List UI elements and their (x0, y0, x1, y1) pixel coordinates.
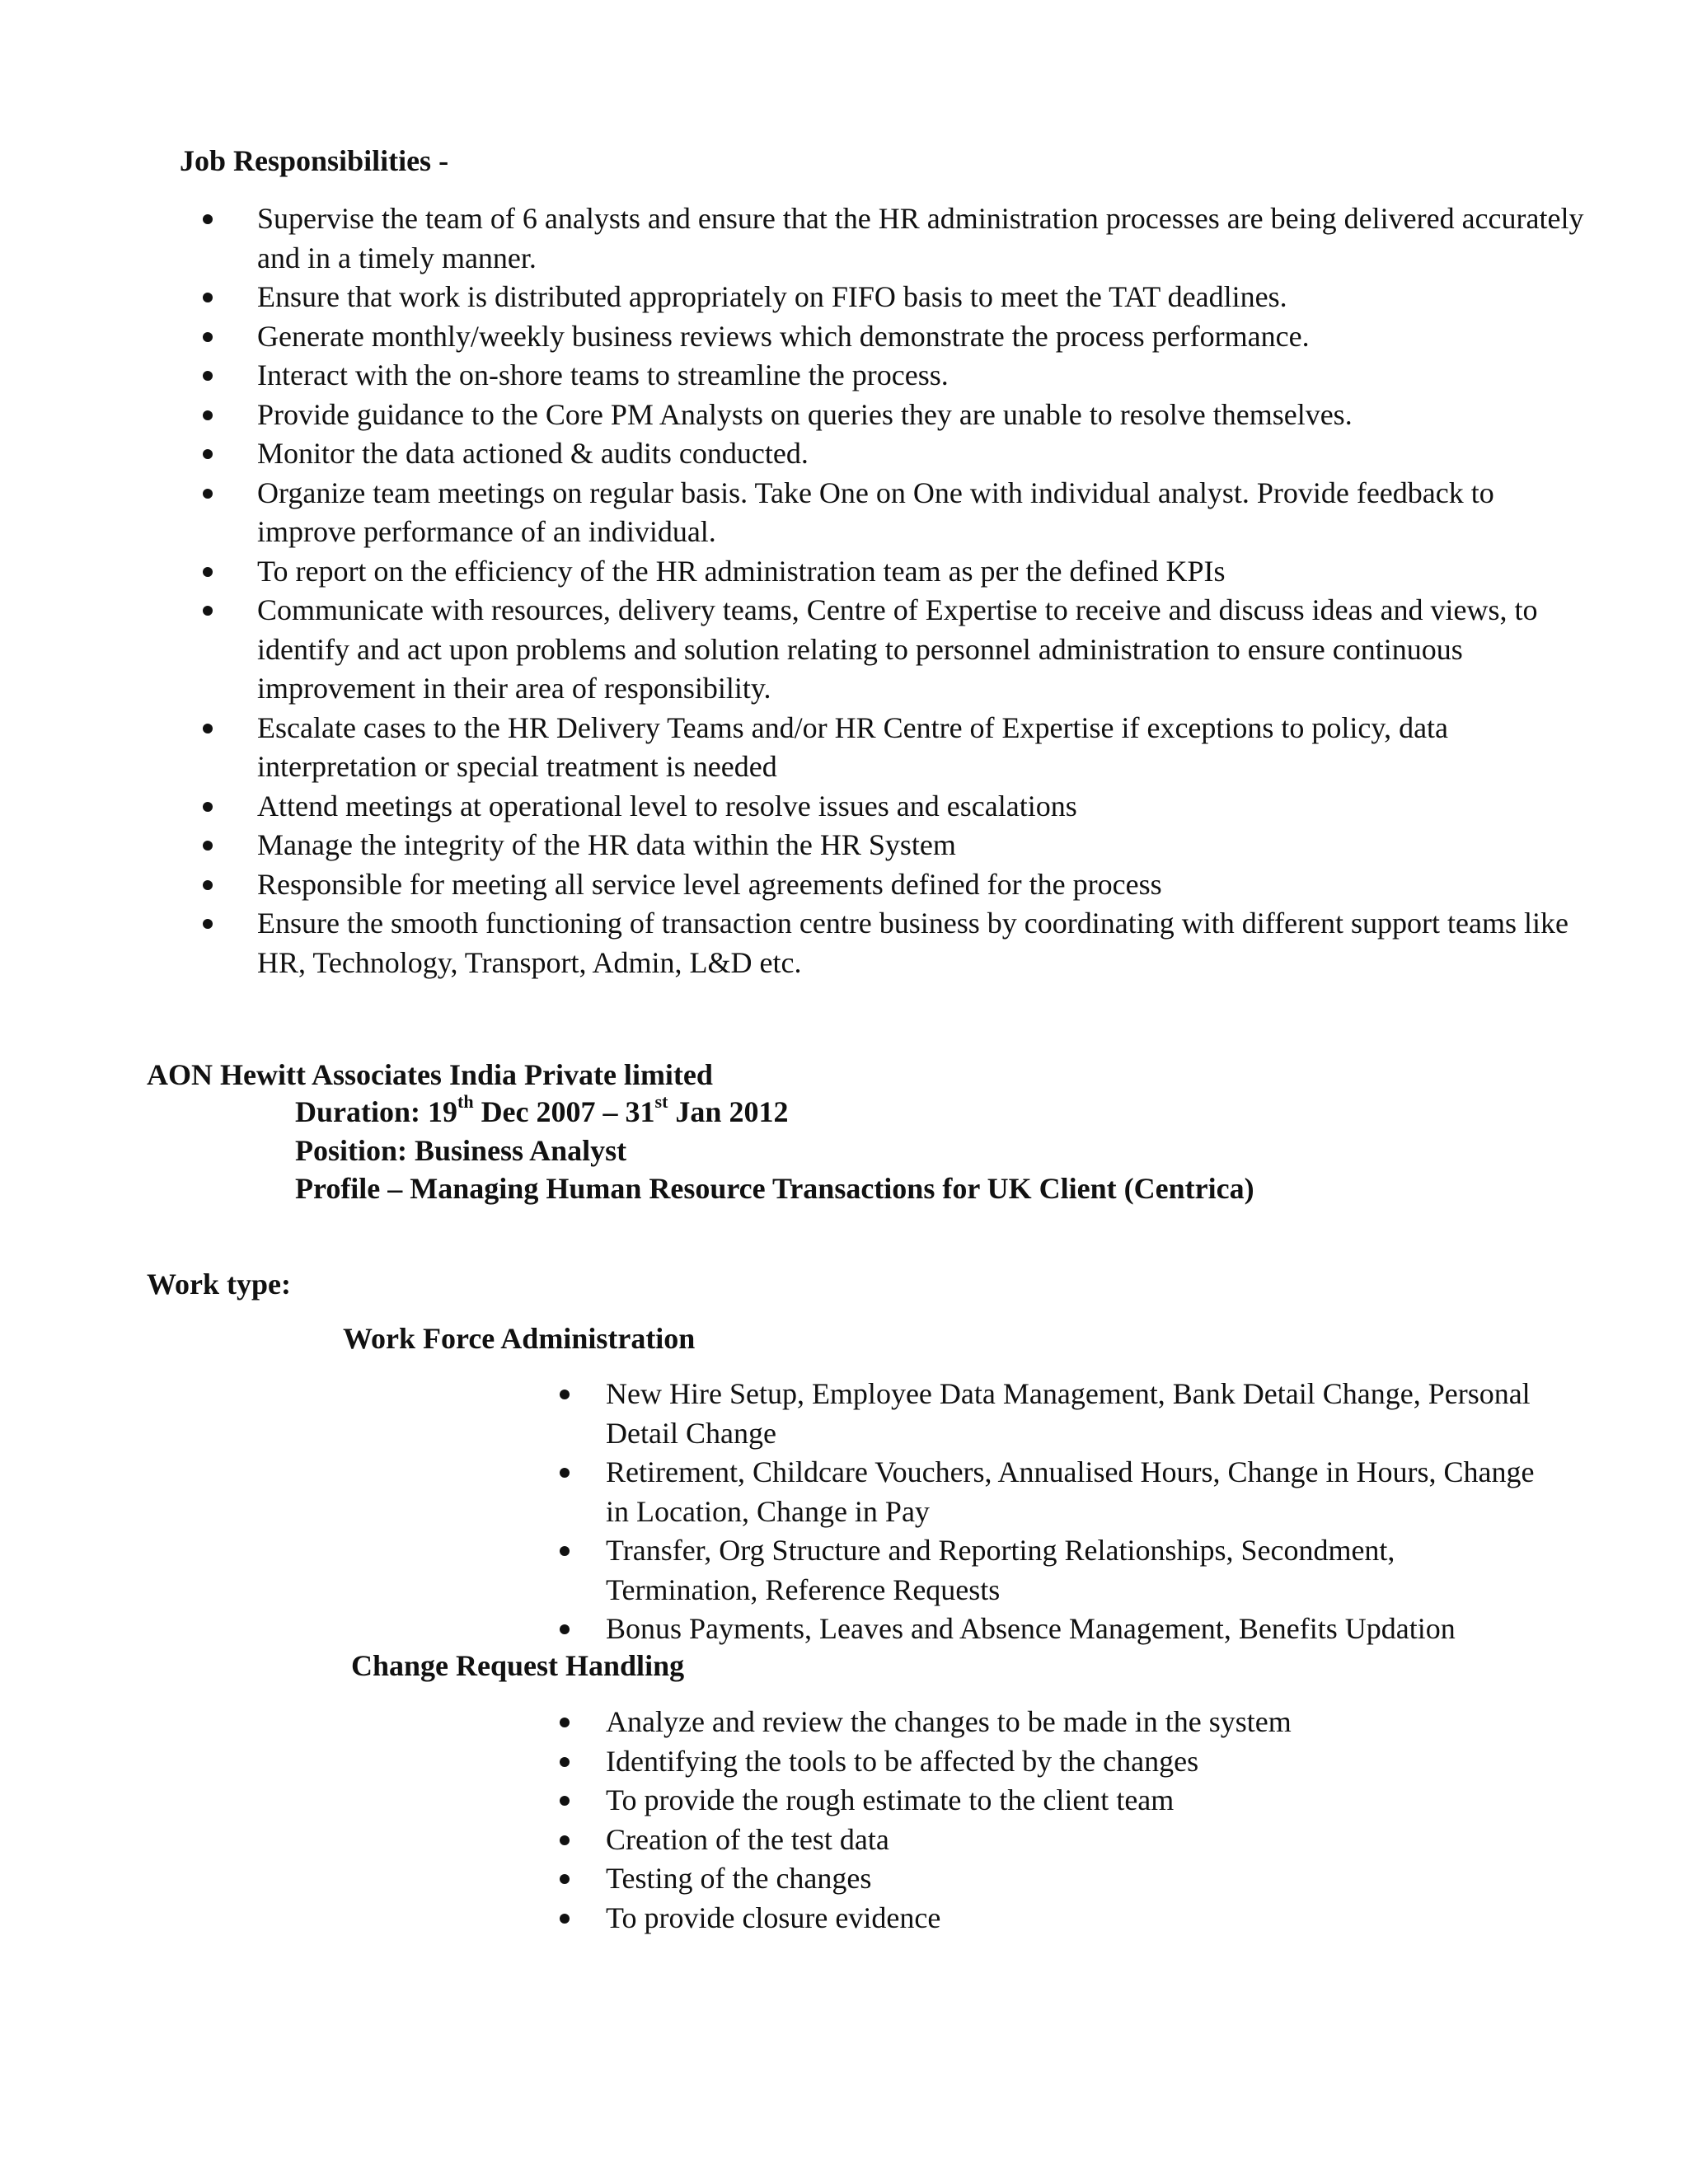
bullet-icon (560, 1914, 570, 1924)
bullet-icon (203, 332, 213, 342)
list-item: Organize team meetings on regular basis. Take One on One with individual analyst. Provide feedback to improve performance of an individual. (257, 474, 1584, 552)
list-item: Manage the integrity of the HR data within the HR System (257, 826, 1584, 865)
list-item: Communicate with resources, delivery teams, Centre of Expertise to receive and discuss ideas and views, to identify and act upon problems and solution relating to personnel administration to ensure continuous improvement in their area of responsibility. (257, 591, 1584, 709)
bullet-icon (203, 410, 213, 420)
bullet-icon (203, 919, 213, 929)
list-item: Responsible for meeting all service level agreements defined for the process (257, 865, 1584, 905)
employer-name: AON Hewitt Associates India Private limited (147, 1058, 713, 1091)
bullet-icon (560, 1796, 570, 1806)
employment-position: Position: Business Analyst (295, 1134, 627, 1167)
workforce-admin-list (606, 1375, 1545, 1649)
bullet-icon (203, 841, 213, 851)
bullet-icon (203, 567, 213, 577)
list-item: New Hire Setup, Employee Data Management, Bank Detail Change, Personal Detail Change (606, 1375, 1545, 1453)
bullet-icon (203, 371, 213, 381)
work-type-heading: Work type: (147, 1268, 291, 1301)
bullet-icon (203, 880, 213, 890)
bullet-icon (203, 802, 213, 812)
list-item: Ensure the smooth functioning of transaction centre business by coordinating with different support teams like HR, Technology, Transport, Admin, L&D etc. (257, 904, 1584, 982)
list-item: Transfer, Org Structure and Reporting Relationships, Secondment, Termination, Reference Requests (606, 1531, 1545, 1610)
list-item: Testing of the changes (606, 1859, 1545, 1899)
bullet-icon (203, 606, 213, 616)
job-responsibilities-heading: Job Responsibilities - (180, 144, 449, 177)
list-item: To provide closure evidence (606, 1899, 1545, 1938)
workforce-admin-heading: Work Force Administration (343, 1322, 696, 1355)
list-item: Supervise the team of 6 analysts and ensure that the HR administration processes are being delivered accurately and in a timely manner. (257, 199, 1584, 278)
list-item: Retirement, Childcare Vouchers, Annualised Hours, Change in Hours, Change in Location, Change in Pay (606, 1453, 1545, 1531)
employment-duration: Duration: 19th Dec 2007 – 31st Jan 2012 (295, 1091, 789, 1128)
bullet-icon (560, 1546, 570, 1556)
list-item: Identifying the tools to be affected by the changes (606, 1742, 1545, 1782)
bullet-icon (560, 1390, 570, 1399)
bullet-icon (560, 1757, 570, 1767)
bullet-icon (560, 1624, 570, 1634)
list-item: Bonus Payments, Leaves and Absence Management, Benefits Updation (606, 1610, 1545, 1649)
employment-profile: Profile – Managing Human Resource Transactions for UK Client (Centrica) (295, 1172, 1254, 1205)
bullet-icon (203, 449, 213, 459)
bullet-icon (560, 1835, 570, 1845)
job-responsibilities-list (257, 199, 1584, 982)
list-item: Attend meetings at operational level to resolve issues and escalations (257, 787, 1584, 827)
bullet-icon (560, 1468, 570, 1478)
change-request-heading: Change Request Handling (351, 1649, 685, 1682)
list-item: Analyze and review the changes to be made in the system (606, 1703, 1545, 1742)
list-item: Provide guidance to the Core PM Analysts on queries they are unable to resolve themselves. (257, 396, 1584, 435)
list-item: Escalate cases to the HR Delivery Teams and/or HR Centre of Expertise if exceptions to policy, data interpretation or special treatment is needed (257, 709, 1584, 787)
change-request-list (606, 1703, 1545, 1938)
bullet-icon (203, 293, 213, 302)
list-item: To provide the rough estimate to the client team (606, 1781, 1545, 1821)
list-item: Ensure that work is distributed appropriately on FIFO basis to meet the TAT deadlines. (257, 278, 1584, 317)
list-item: Monitor the data actioned & audits conducted. (257, 434, 1584, 474)
bullet-icon (203, 724, 213, 733)
bullet-icon (203, 489, 213, 499)
bullet-icon (203, 214, 213, 224)
list-item: Generate monthly/weekly business reviews which demonstrate the process performance. (257, 317, 1584, 357)
bullet-icon (560, 1874, 570, 1884)
list-item: Creation of the test data (606, 1821, 1545, 1860)
bullet-icon (560, 1718, 570, 1727)
list-item: Interact with the on-shore teams to streamline the process. (257, 356, 1584, 396)
list-item: To report on the efficiency of the HR administration team as per the defined KPIs (257, 552, 1584, 592)
